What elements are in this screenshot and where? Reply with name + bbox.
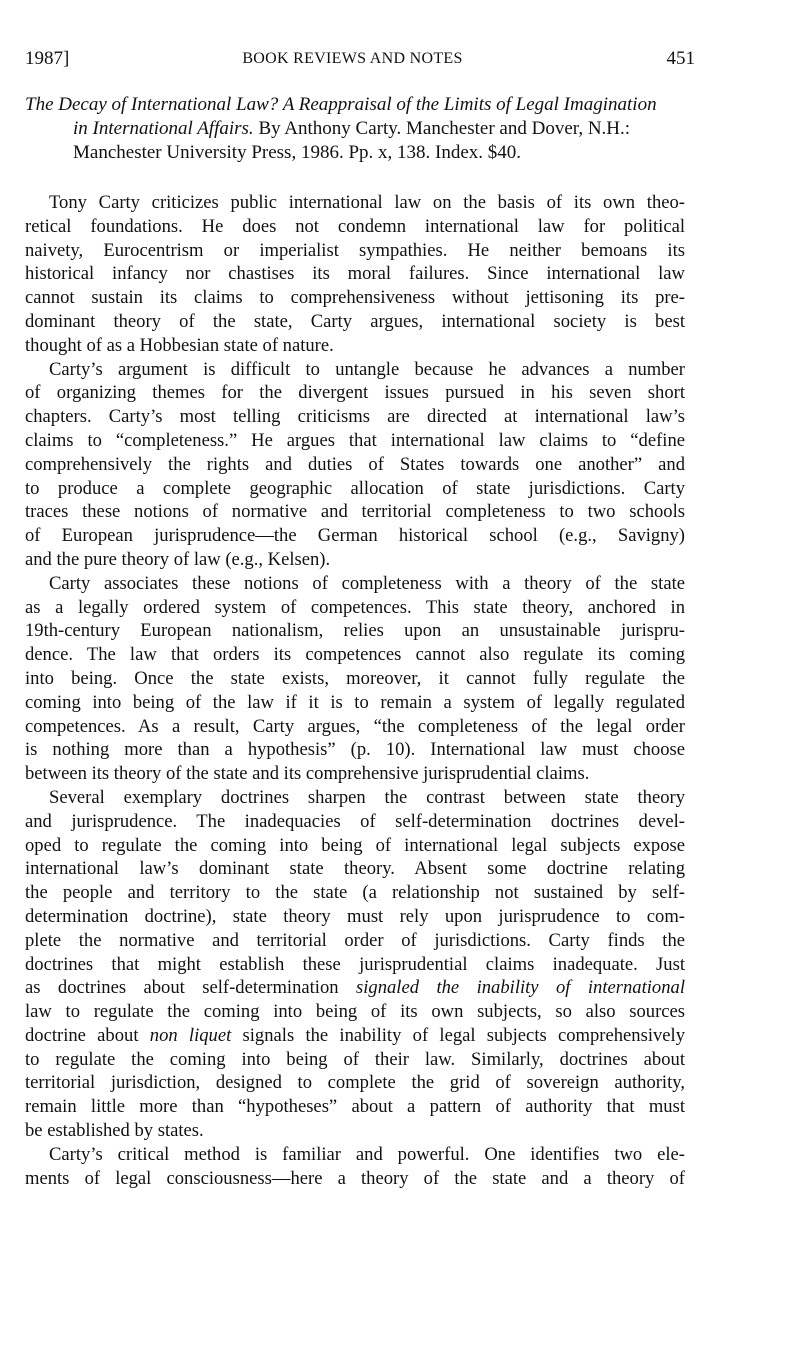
italic-text: signaled the inability of international <box>356 977 685 999</box>
text-line: to regulate the coming into being of their law. Similarly, doctrines about <box>25 1048 685 1070</box>
text-line: the people and territory to the state (a relationship not sustained by self- <box>25 882 685 904</box>
text-line: to produce a complete geographic allocation of state jurisdictions. Carty <box>25 477 685 499</box>
paragraph <box>25 572 685 786</box>
text-segment: doctrine about <box>25 1024 150 1046</box>
text-line: cannot sustain its claims to comprehensiveness without jettisoning its pre- <box>25 287 685 309</box>
review-body <box>25 191 685 1190</box>
citation-line <box>25 117 687 141</box>
text-line: ments of legal consciousness—here a theory of the state and a theory of <box>25 1167 685 1189</box>
text-line: international law’s dominant state theory. Absent some doctrine relating <box>25 858 685 880</box>
text-line: traces these notions of normative and territorial completeness to two schools <box>25 501 685 523</box>
volume-year: 1987] <box>25 48 70 69</box>
text-segment: By Anthony Carty. Manchester and Dover, N.H.: <box>253 118 631 139</box>
paragraph <box>25 191 685 358</box>
text-line: doctrines that might establish these jurisprudential claims inadequate. Just <box>25 953 685 975</box>
text-line: Carty’s critical method is familiar and powerful. One identifies two ele- <box>49 1143 685 1165</box>
text-line: Carty’s argument is difficult to untangle because he advances a number <box>49 358 685 380</box>
text-line: remain little more than “hypotheses” about a pattern of authority that must <box>25 1096 685 1118</box>
text-segment: signals the inability of legal subjects comprehensively <box>231 1024 685 1046</box>
text-line: thought of as a Hobbesian state of nature. <box>25 334 334 356</box>
citation-line <box>25 141 687 165</box>
text-line: into being. Once the state exists, moreover, it cannot fully regulate the <box>25 667 685 689</box>
text-line: plete the normative and territorial order of jurisdictions. Carty finds the <box>25 929 685 951</box>
text-line: Tony Carty criticizes public international law on the basis of its own theo- <box>49 192 685 213</box>
text-line: dence. The law that orders its competences cannot also regulate its coming <box>25 644 685 666</box>
text-line <box>25 976 685 1000</box>
text-line: coming into being of the law if it is to remain a system of legally regulated <box>25 691 685 713</box>
text-line: claims to “completeness.” He argues that international law claims to “define <box>25 429 685 451</box>
text-line: chapters. Carty’s most telling criticisms are directed at international law’s <box>25 406 685 428</box>
text-line: retical foundations. He does not condemn international law for political <box>25 215 685 237</box>
text-line: oped to regulate the coming into being of international legal subjects expose <box>25 834 685 856</box>
text-line: historical infancy nor chastises its moral failures. Since international law <box>25 263 685 285</box>
text-line: competences. As a result, Carty argues, “the completeness of the legal order <box>25 715 685 737</box>
text-line: Carty associates these notions of completeness with a theory of the state <box>49 572 685 594</box>
text-line: 19th-century European nationalism, relies upon an unsustainable jurispru- <box>25 620 685 642</box>
text-line: determination doctrine), state theory must rely upon jurisprudence to com- <box>25 905 685 927</box>
text-line: territorial jurisdiction, designed to complete the grid of sovereign authority, <box>25 1072 685 1094</box>
section-title: BOOK REVIEWS AND NOTES <box>242 50 463 67</box>
paragraph <box>25 1143 685 1191</box>
italic-text: The Decay of International Law? A Reappraisal of the Limits of Legal Imagination <box>25 94 657 115</box>
text-line: and jurisprudence. The inadequacies of self-determination doctrines devel- <box>25 810 685 832</box>
italic-text: in International Affairs. <box>73 118 254 139</box>
page-number: 451 <box>666 48 695 69</box>
text-line: comprehensively the rights and duties of States towards one another” and <box>25 453 685 475</box>
text-line: naivety, Eurocentrism or imperialist sympathies. He neither bemoans its <box>25 239 685 261</box>
text-line: is nothing more than a hypothesis” (p. 10). International law must choose <box>25 739 685 761</box>
text-line: dominant theory of the state, Carty argues, international society is best <box>25 310 685 332</box>
book-citation <box>25 93 687 165</box>
paragraph <box>25 358 685 572</box>
text-segment: Manchester University Press, 1986. Pp. x, 138. Index. $40. <box>73 142 522 163</box>
text-line: law to regulate the coming into being of its own subjects, so also sources <box>25 1001 685 1023</box>
text-line: between its theory of the state and its comprehensive jurisprudential claims. <box>25 763 590 785</box>
text-line: as a legally ordered system of competences. This state theory, anchored in <box>25 596 685 618</box>
paragraph <box>25 786 685 1143</box>
text-line: be established by states. <box>25 1120 204 1142</box>
text-line: Several exemplary doctrines sharpen the contrast between state theory <box>49 786 685 808</box>
text-line <box>25 1024 685 1048</box>
text-line: of European jurisprudence—the German historical school (e.g., Savigny) <box>25 525 685 547</box>
text-segment: as doctrines about self-determination <box>25 977 356 999</box>
italic-text: non liquet <box>149 1024 232 1046</box>
text-line: of organizing themes for the divergent issues pursued in his seven short <box>25 382 685 404</box>
citation-line <box>25 93 687 117</box>
text-line: and the pure theory of law (e.g., Kelsen). <box>25 548 331 570</box>
